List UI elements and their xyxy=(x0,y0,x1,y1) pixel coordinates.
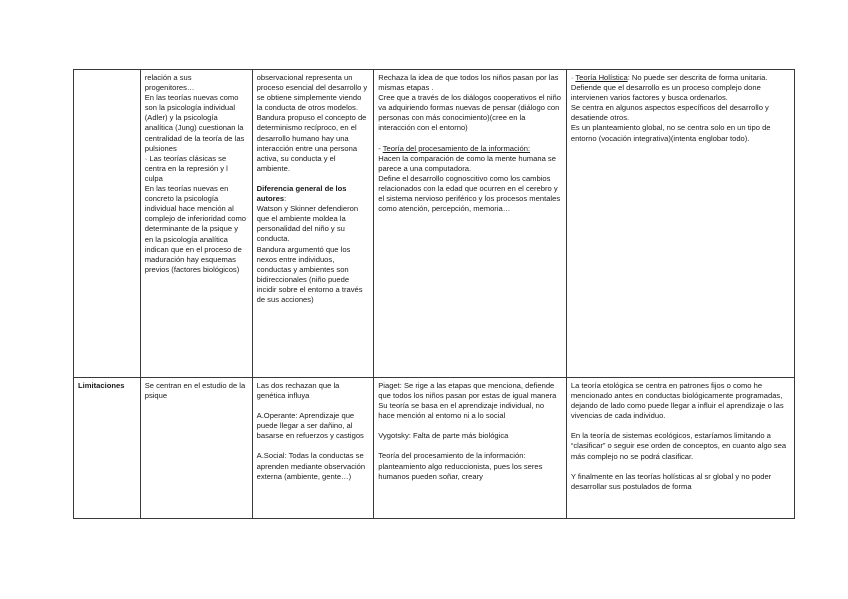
paragraph: Se centra en algunos aspectos específicos del desarrollo y desatiende otros. xyxy=(570,103,769,123)
paragraph: Bandura argumentó que los nexos entre individuos, conductas y ambientes son bidireccionales (niño puede incidir sobre el entorno a través de sus acciones) xyxy=(256,244,363,304)
paragraph: Rechaza la idea de que todos los niños pasan por las mismas etapas . xyxy=(378,73,559,93)
paragraph: Hacen la comparación de como la mente humana se parece a una computadora. xyxy=(378,153,556,173)
paragraph: Watson y Skinner defendieron que el ambiente moldea la personalidad del niño y su conducta. xyxy=(256,204,359,244)
paragraph: · Las teorías clásicas se centra en la represión y l culpa xyxy=(144,153,228,183)
section-heading xyxy=(378,144,562,154)
paragraph xyxy=(571,73,790,103)
heading-text: Teoría del procesamiento de la información: xyxy=(382,143,531,153)
paragraph: progenitores… xyxy=(144,83,195,93)
theory-description: : No puede ser descrita de forma unitaria. Defiende que el desarrollo es un proceso complejo done intervienen varios factores y busca ordenarlos. xyxy=(570,73,768,103)
comparison-table xyxy=(73,69,795,519)
paragraph: En la teoría de sistemas ecológicos, estaríamos limitando a “clasificar” o seguir ese orden de conceptos, en cuanto algo sea más complejo no se podrá clasificar. xyxy=(570,431,787,461)
paragraph: Vygotsky: Falta de parte más biológica xyxy=(378,431,509,441)
paragraph: Define el desarrollo cognoscitivo como los cambios relacionados con la edad que ocurren en el cerebro y el sistema nervioso periférico y los procesos mentales como atención, percepción, memoria… xyxy=(378,173,561,214)
paragraph: Es un planteamiento global, no se centra solo en un tipo de entorno (vocación integrativa)(intenta englobar todo). xyxy=(570,123,771,143)
heading-prefix: - xyxy=(378,143,383,153)
paragraph: En las teorías nuevas como son la psicología individual (Adler) y la psicología analítica (Jung) cuestionan la centralidad de la teoría de las pulsiones xyxy=(144,93,245,153)
paragraph: En las teorías nuevas en concreto la psicología individual hace mención al complejo de inferioridad como determinante de la psique y en la psicología analítica indican que en el proceso de maduración hay esquemas previos (factores biológicos) xyxy=(144,184,247,274)
row2-psychoanalytic-cell xyxy=(140,378,252,519)
paragraph: Teoría del procesamiento de la información: planteamiento algo reduccionista, pues los seres humanos pueden soñar, creary xyxy=(378,451,543,481)
row1-behaviorism-cell xyxy=(252,70,374,378)
row2-contextual-cell xyxy=(566,378,794,519)
paragraph: Las dos rechazan que la genética influya xyxy=(256,381,340,401)
paragraph: observacional representa un proceso esencial del desarrollo y se obtiene simplemente viendo la conducta de otros modelos. xyxy=(256,73,368,113)
section-heading xyxy=(257,184,370,204)
paragraph: A.Operante: Aprendizaje que puede llegar a ser dañino, al basarse en refuerzos y castigos xyxy=(256,411,364,441)
paragraph: relación a sus xyxy=(144,73,192,82)
paragraph: Se centran en el estudio de la psique xyxy=(144,381,246,401)
row-header-limitations: Limitaciones xyxy=(74,378,141,519)
paragraph: Piaget: Se rige a las etapas que menciona, defiende que todos los niños pasan por estas de igual manera xyxy=(378,381,557,401)
row2-behaviorism-cell xyxy=(252,378,374,519)
row2-cognitive-cell xyxy=(374,378,567,519)
paragraph: La teoría etológica se centra en patrones fijos o como he mencionado antes en conductas biológicamente programadas, dejando de lado como puede llegar a influir el aprendizaje o las vivencias de cada individuo. xyxy=(570,381,784,421)
row1-label-cell xyxy=(74,70,141,378)
paragraph: Y finalmente en las teorías holísticas al sr global y no poder desarrollar sus postulados de forma xyxy=(570,471,772,491)
row1-psychoanalytic-cell xyxy=(140,70,252,378)
paragraph: Bandura propuso el concepto de determinismo recíproco, en el desarrollo humano hay una interacción entre una persona activa, su conducta y el ambiente. xyxy=(256,113,367,173)
heading-text: Diferencia general de los autores xyxy=(256,183,347,204)
theory-title: Teoría Holística xyxy=(575,73,628,82)
table-row-descriptions xyxy=(74,70,795,378)
row1-cognitive-cell xyxy=(374,70,567,378)
row1-contextual-cell xyxy=(566,70,794,378)
heading-colon: : xyxy=(284,194,287,204)
paragraph: A.Social: Todas la conductas se aprenden mediante observación externa (ambiente, gente…) xyxy=(256,451,366,481)
bullet-prefix: · xyxy=(570,73,576,82)
paragraph: Cree que a través de los diálogos cooperativos el niño va adquiriendo formas nuevas de pensar (diálogo con personas con más conocimiento)(cree en la interacción con el entorno) xyxy=(378,93,562,133)
paragraph: Su teoría se basa en el aprendizaje individual, no hace mención al entorno ni a lo social xyxy=(378,401,545,421)
table-row-limitations xyxy=(74,378,795,519)
